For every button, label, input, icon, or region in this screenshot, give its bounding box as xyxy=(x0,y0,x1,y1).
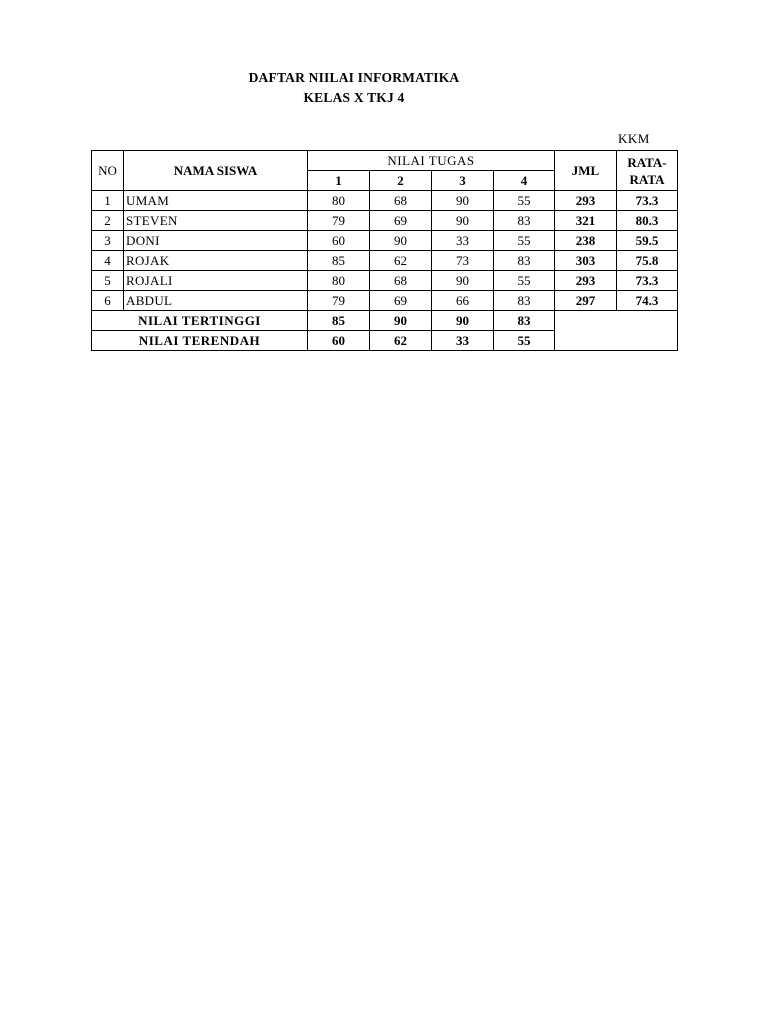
cell-no: 4 xyxy=(92,251,124,271)
cell-average: 80.3 xyxy=(617,211,678,231)
cell-no: 6 xyxy=(92,291,124,311)
cell-name: ROJAK xyxy=(124,251,308,271)
summary-row-highest xyxy=(92,311,678,331)
header-name: NAMA SISWA xyxy=(124,151,308,191)
summary-value: 90 xyxy=(432,311,494,331)
summary-value: 33 xyxy=(432,331,494,351)
cell-score: 60 xyxy=(308,231,370,251)
summary-value: 90 xyxy=(370,311,432,331)
cell-score: 55 xyxy=(494,191,555,211)
cell-score: 80 xyxy=(308,271,370,291)
header-total: JML xyxy=(555,151,617,191)
cell-total: 238 xyxy=(555,231,617,251)
header-task-1: 1 xyxy=(308,171,370,191)
cell-no: 3 xyxy=(92,231,124,251)
cell-score: 62 xyxy=(370,251,432,271)
header-tasks-group: NILAI TUGAS xyxy=(308,151,555,171)
cell-total: 303 xyxy=(555,251,617,271)
cell-total: 293 xyxy=(555,191,617,211)
cell-score: 79 xyxy=(308,211,370,231)
cell-score: 69 xyxy=(370,291,432,311)
cell-score: 73 xyxy=(432,251,494,271)
cell-score: 55 xyxy=(494,271,555,291)
header-average xyxy=(617,151,678,191)
cell-score: 83 xyxy=(494,251,555,271)
table-row xyxy=(92,211,678,231)
document-title: DAFTAR NIILAI INFORMATIKA xyxy=(248,70,460,85)
cell-score: 90 xyxy=(432,271,494,291)
summary-value: 83 xyxy=(494,311,555,331)
cell-average: 59.5 xyxy=(617,231,678,251)
cell-score: 68 xyxy=(370,191,432,211)
cell-total: 293 xyxy=(555,271,617,291)
cell-score: 66 xyxy=(432,291,494,311)
table-row xyxy=(92,231,678,251)
table-row xyxy=(92,271,678,291)
table-row xyxy=(92,191,678,211)
header-average-line2: RATA xyxy=(629,171,665,187)
summary-value: 60 xyxy=(308,331,370,351)
cell-score: 68 xyxy=(370,271,432,291)
summary-value: 62 xyxy=(370,331,432,351)
cell-name: STEVEN xyxy=(124,211,308,231)
table-row xyxy=(92,251,678,271)
summary-value: 85 xyxy=(308,311,370,331)
header-task-3: 3 xyxy=(432,171,494,191)
cell-score: 55 xyxy=(494,231,555,251)
cell-no: 1 xyxy=(92,191,124,211)
cell-score: 69 xyxy=(370,211,432,231)
cell-name: UMAM xyxy=(124,191,308,211)
cell-score: 90 xyxy=(370,231,432,251)
cell-average: 73.3 xyxy=(617,191,678,211)
cell-average: 75.8 xyxy=(617,251,678,271)
cell-score: 80 xyxy=(308,191,370,211)
cell-score: 33 xyxy=(432,231,494,251)
cell-name: ROJALI xyxy=(124,271,308,291)
summary-label: NILAI TERENDAH xyxy=(92,331,308,351)
cell-score: 79 xyxy=(308,291,370,311)
header-task-2: 2 xyxy=(370,171,432,191)
cell-average: 74.3 xyxy=(617,291,678,311)
grades-table xyxy=(91,150,678,351)
cell-no: 2 xyxy=(92,211,124,231)
cell-average: 73.3 xyxy=(617,271,678,291)
cell-score: 85 xyxy=(308,251,370,271)
summary-label: NILAI TERTINGGI xyxy=(92,311,308,331)
cell-score: 90 xyxy=(432,211,494,231)
document-subtitle: KELAS X TKJ 4 xyxy=(303,90,405,105)
cell-score: 90 xyxy=(432,191,494,211)
cell-name: ABDUL xyxy=(124,291,308,311)
header-task-4: 4 xyxy=(494,171,555,191)
summary-value: 55 xyxy=(494,331,555,351)
kkm-label: KKM xyxy=(618,131,650,146)
cell-total: 297 xyxy=(555,291,617,311)
header-average-line1: RATA- xyxy=(627,154,667,170)
cell-no: 5 xyxy=(92,271,124,291)
cell-total: 321 xyxy=(555,211,617,231)
cell-score: 83 xyxy=(494,211,555,231)
header-no: NO xyxy=(92,151,124,191)
table-header xyxy=(92,151,678,191)
cell-score: 83 xyxy=(494,291,555,311)
cell-name: DONI xyxy=(124,231,308,251)
table-row xyxy=(92,291,678,311)
summary-empty-cell xyxy=(555,311,678,351)
